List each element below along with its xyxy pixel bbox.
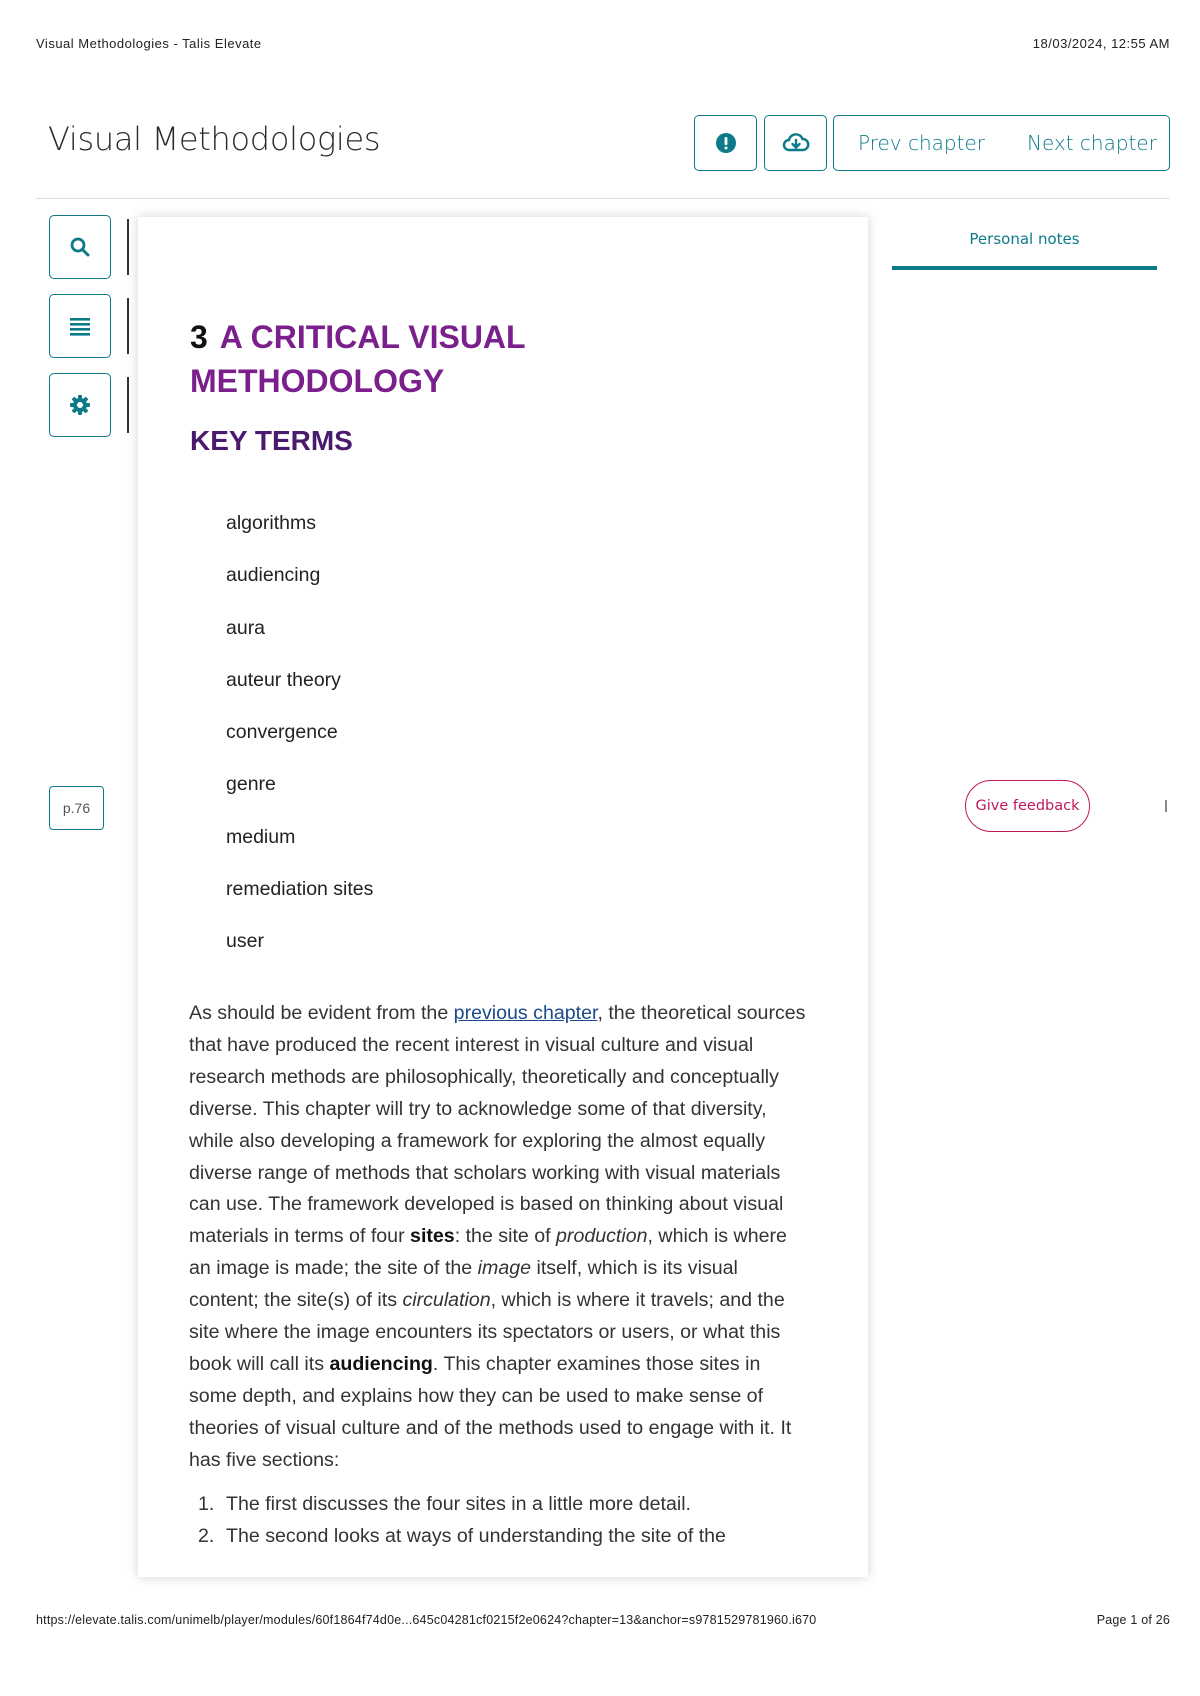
sections-list (198, 1488, 798, 1552)
section-number: 1. (198, 1493, 215, 1515)
sidebar-rule (127, 377, 129, 433)
para-text: As should be evident from the (189, 1002, 454, 1024)
search-icon (69, 236, 91, 258)
info-icon (715, 132, 737, 154)
section-text: The first discusses the four sites in a little more detail. (226, 1493, 691, 1515)
contents-button[interactable] (49, 294, 111, 358)
chapter-nav (833, 115, 1170, 171)
key-term: medium (226, 825, 296, 848)
chapter-number: 3 (190, 319, 208, 355)
sidebar-rule (127, 219, 129, 275)
list-icon (69, 316, 91, 336)
info-button[interactable] (694, 115, 757, 171)
prev-chapter-link[interactable]: Prev chapter (858, 131, 985, 155)
search-button[interactable] (49, 215, 111, 279)
download-button[interactable] (764, 115, 827, 171)
book-title: Visual Methodologies (48, 120, 381, 158)
key-term: remediation sites (226, 878, 374, 901)
chapter-title: A CRITICAL VISUAL METHODOLOGY (190, 319, 525, 399)
section-text: The second looks at ways of understanding the site of the (226, 1525, 726, 1547)
para-italic-term: production (556, 1225, 648, 1248)
next-chapter-link[interactable]: Next chapter (1026, 131, 1157, 155)
settings-icon (69, 394, 91, 416)
section-number: 2. (198, 1525, 215, 1547)
para-text: , the theoretical sources that have produced the recent interest in visual culture and visual research methods are philosophically, theoretically and conceptually diverse. This chapter will try to acknowledge some of that diversity, while also developing a framework for exploring the almost equally diverse range of methods that scholars working with visual materials can use. The framework developed is based on thinking about visual materials in terms of four (189, 1002, 806, 1248)
key-terms-heading: KEY TERMS (190, 425, 353, 456)
chapter-heading (190, 315, 690, 403)
print-datetime: 18/03/2024, 12:55 AM (1032, 36, 1170, 51)
para-text: , which is where it travels; and the site where the image encounters its spectators or users, or what this book will call its (189, 1289, 785, 1375)
section-item (198, 1520, 798, 1552)
section-item (198, 1488, 798, 1520)
sidebar-rule (127, 298, 129, 354)
key-term: user (226, 930, 264, 953)
print-page-title: Visual Methodologies - Talis Elevate (36, 36, 262, 51)
active-tab-indicator (892, 266, 1157, 270)
para-text: : the site of (454, 1225, 557, 1248)
scrollbar-handle[interactable] (1165, 800, 1167, 812)
para-bold-term: audiencing (329, 1352, 433, 1375)
print-page-number: Page 1 of 26 (1096, 1613, 1170, 1627)
previous-chapter-link[interactable]: previous chapter (453, 1002, 598, 1024)
page-number-badge[interactable]: p.76 (49, 786, 104, 830)
para-italic-term: circulation (402, 1289, 491, 1312)
key-term: genre (226, 773, 276, 796)
tab-personal-notes[interactable]: Personal notes (969, 230, 1080, 248)
para-bold-term: sites (410, 1225, 455, 1248)
para-text: . This chapter examines those sites in some depth, and explains how they can be used to make sense of theories of visual culture and of the methods used to engage with it. It has five sections: (189, 1352, 792, 1471)
intro-paragraph (189, 998, 811, 1477)
key-term: convergence (226, 721, 338, 744)
para-text: itself, which is its visual content; the site(s) of its (189, 1257, 738, 1312)
key-term: aura (226, 616, 266, 639)
print-url: https://elevate.talis.com/unimelb/player/modules/60f1864f74d0e...645c04281cf0215f2e0624?chapter=13&anchor=s9781529781960.i670 (36, 1613, 817, 1627)
para-text: , which is where an image is made; the site of the (189, 1225, 787, 1280)
cloud-download-icon (782, 132, 810, 154)
give-feedback-button[interactable]: Give feedback (965, 780, 1090, 832)
toolbar-divider (36, 198, 1170, 199)
para-italic-term: image (477, 1257, 532, 1280)
key-term: audiencing (226, 564, 321, 587)
settings-button[interactable] (49, 373, 111, 437)
key-term: auteur theory (226, 668, 341, 691)
key-terms-list (226, 510, 373, 981)
key-term: algorithms (226, 512, 316, 534)
